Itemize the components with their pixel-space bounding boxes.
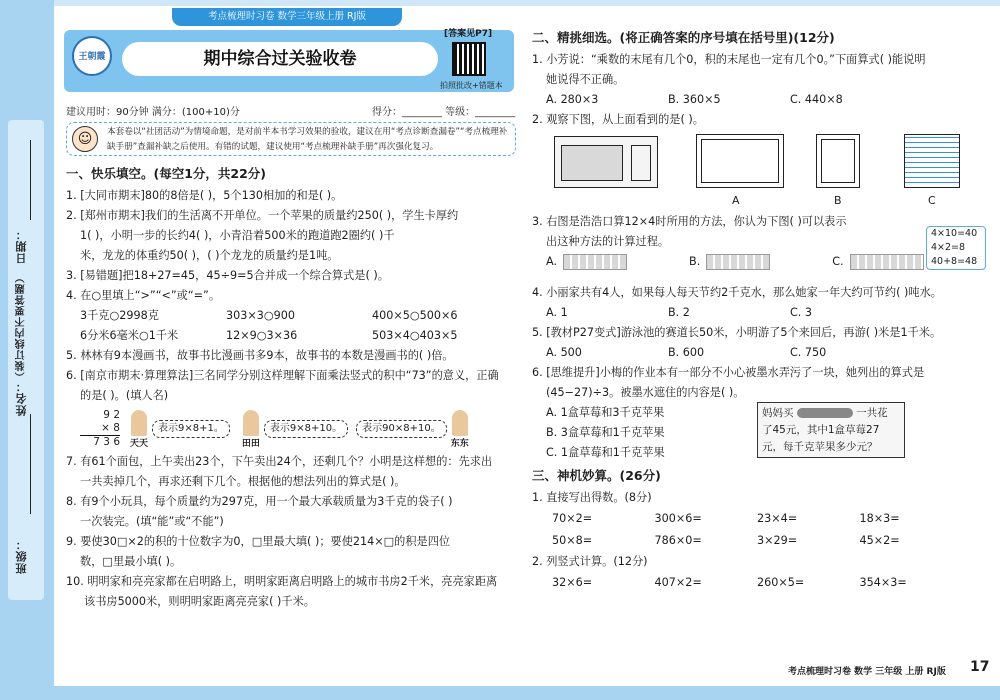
microwave-panel <box>631 145 651 181</box>
q2-3a: 3. 右图是浩浩口算12×4时所用的方法，你认为下图( )可以表示 <box>532 215 847 228</box>
mental-math-card: 4×10=40 4×2=8 40+8=48 <box>926 226 986 270</box>
q2-6a: 6. [思维提升]小梅的作业本有一部分不小心被墨水弄污了一块，她列出的算式是 <box>532 366 925 379</box>
student-tiantian2: 田田 <box>242 410 260 449</box>
score-grade-fields: 得分：________ 等级：________ <box>372 107 516 118</box>
label-c: C <box>928 194 936 207</box>
page-number: 17 <box>970 659 990 675</box>
student-tiantian: 天天 <box>130 410 148 449</box>
compare-item: 400×5○500×6 <box>372 309 458 322</box>
q2-4-options: A. 1 B. 2 C. 3 <box>546 306 813 319</box>
q1-2a: 2. [郑州市期末]我们的生活离不开单位。一个苹果的质量约250( )，学生卡厚约 <box>66 209 459 222</box>
q1-4: 4. 在○里填上“>”“<”或“=”。 <box>66 289 221 302</box>
q2-1a: 1. 小芳说：“乘数的末尾有几个0，积的末尾也一定有几个0。”下面算式( )能说明 <box>532 53 926 66</box>
ink-blot-icon <box>797 408 853 418</box>
q1-8a: 8. 有9个小玩具，每个质量约为297克，用一个最大承载质量为3千克的袋子( ) <box>66 495 453 508</box>
qr-code-icon <box>452 42 486 76</box>
q1-9b: 数，□里最小填( )。 <box>80 555 182 568</box>
compare-item: 503×4○403×5 <box>372 329 458 342</box>
option-c-figure <box>904 134 960 188</box>
date-label: 日期： <box>15 228 28 264</box>
date-line <box>30 140 31 220</box>
speech-bubble-1: 表示9×8+1。 <box>152 420 230 438</box>
q1-1: 1. [大同市期末]80的8倍是( )，5个130相加的和是( )。 <box>66 189 343 202</box>
section3 <box>532 466 962 594</box>
q2-4: 4. 小丽家共有4人，如果每人每天节约2千克水，那么她家一年大约可节约( )吨水。 <box>532 286 942 299</box>
section2-title: 二、精挑细选。(将正确答案的序号填在括号里)(12分) <box>532 30 835 45</box>
q1-6a: 6. [南京市期末·算理算法]三名同学分别这样理解下面乘法竖式的积中“73”的意义，正确 <box>66 369 499 382</box>
right-column <box>532 28 962 130</box>
q2-6-option-b: B. 3盒草莓和1千克苹果 <box>546 426 665 439</box>
child-icon <box>243 410 259 436</box>
q3-2: 2. 列竖式计算。(12分) <box>532 555 648 568</box>
q1-6-figure <box>66 406 518 452</box>
page-footer: 考点梳理时习卷 数学 三年级 上册 RJ版 <box>788 667 946 677</box>
ink-stained-note: 妈妈买 一共花 了45元，其中1盒草莓27 元，每千克苹果多少元？ <box>757 402 905 458</box>
q1-2c: 米，龙龙的体重约50( )，( )个龙龙的质量约是1吨。 <box>80 249 339 262</box>
compare-item: 12×9○3×36 <box>226 329 298 342</box>
q2-5: 5. [教材P27变式]游泳池的赛道长50米，小明游了5个来回后，再游( )米是1千米。 <box>532 326 942 339</box>
q1-8b: 一次装完。(填“能”或“不能”) <box>80 515 224 528</box>
section1-title: 一、快乐填空。(每空1分，共22分) <box>66 166 267 181</box>
q2-1b: 她说得不正确。 <box>546 73 625 86</box>
dot-array-icon <box>563 254 627 270</box>
oral-calc-row1: 70×2= 300×6= 23×4= 18×3= <box>552 512 900 525</box>
name-label: 姓名： <box>15 380 28 416</box>
publisher-logo: 王朝霞 <box>72 36 112 76</box>
q1-9a: 9. 要使30□×2的积的十位数字为0，□里最大填( )；要使214×□的积是四位 <box>66 535 451 548</box>
qr-caption: 拍照批改+错题本 <box>440 81 503 90</box>
compare-item: 6分米6毫米○1千米 <box>80 329 179 342</box>
q1-10b: 该书房5000米，则明明家距离亮亮家( )千米。 <box>84 595 315 608</box>
left-column <box>66 164 518 612</box>
teacher-avatar-icon: ☺ <box>72 126 98 152</box>
q2-3b: 出这种方法的计算过程。 <box>546 235 670 248</box>
page-title: 期中综合过关验收卷 <box>122 42 438 76</box>
q1-7a: 7. 有61个面包，上午卖出23个，下午卖出24个，还剩几个？小明是这样想的：先求出 <box>66 455 493 468</box>
speech-bubble-3: 表示90×8+10。 <box>356 420 447 438</box>
q1-5: 5. 林林有9本漫画书，故事书比漫画书多9本，故事书的本数是漫画书的( )倍。 <box>66 349 454 362</box>
compare-item: 303×3○900 <box>226 309 295 322</box>
option-a: A. 280×3 <box>546 93 599 106</box>
microwave-front-view <box>554 136 658 188</box>
q1-4-row1 <box>66 306 518 326</box>
q2-5-options: A. 500 B. 600 C. 750 <box>546 346 827 359</box>
dot-array-icon <box>706 254 770 270</box>
q2-1-options <box>532 90 912 110</box>
q1-2b: 1( )，小明一步的长约4( )，小青沿着500米的跑道跑2圈约( )千 <box>80 229 395 242</box>
binding-margin <box>0 0 54 700</box>
name-line <box>30 414 31 514</box>
q1-7b: 一共卖掉几个，再求还剩下几个。根据他的想法列出的算式是( )。 <box>80 475 406 488</box>
option-c: C. 440×8 <box>790 93 843 106</box>
q1-10a: 10. 明明家和亮亮家都在启明路上，明明家距离启明路上的城市书房2千米，亮亮家距离 <box>66 575 498 588</box>
q2-3-block <box>532 212 932 272</box>
q2-6-option-a: A. 1盒草莓和3千克苹果 <box>546 406 665 419</box>
q2-6b: (45−27)÷3。被墨水遮住的内容是( )。 <box>546 386 745 399</box>
child-icon <box>131 410 147 436</box>
label-b: B <box>834 194 842 207</box>
q1-4-row2 <box>66 326 518 346</box>
class-label: 班级： <box>15 538 28 574</box>
microwave-window <box>561 145 623 181</box>
usage-notice: 本套卷以“社团活动”为情境命题，是对前半本书学习效果的验收，建议在用“考点诊断查漏卷”“考点梳理补缺手册”查漏补缺之后使用。有错的试题，建议使用“考点梳理补缺手册”再次强化复习。 <box>66 122 516 156</box>
option-a-figure <box>696 134 784 188</box>
label-a: A <box>732 194 740 207</box>
q2-6-option-c: C. 1盒草莓和1千克苹果 <box>546 446 665 459</box>
vertical-calc-row: 32×6= 407×2= 260×5= 354×3= <box>552 576 907 589</box>
dot-array-icon <box>850 254 924 270</box>
compare-item: 3千克○2998克 <box>80 309 159 322</box>
option-b-figure <box>816 134 860 188</box>
q1-3: 3. [易错题]把18+27=45，45÷9=5合并成一个综合算式是( )。 <box>66 269 389 282</box>
binding-warning: （装订线内不要答题） <box>16 272 27 382</box>
q2-3-options: A. B. C. <box>532 252 932 272</box>
option-b: B. 360×5 <box>668 93 721 106</box>
series-banner: 考点梳理时习卷 数学三年级上册 RJ版 <box>172 8 402 26</box>
q2-2: 2. 观察下图，从上面看到的是( )。 <box>532 113 704 126</box>
oral-calc-row2: 50×8= 786×0= 3×29= 45×2= <box>552 534 900 547</box>
speech-bubble-2: 表示9×8+10。 <box>264 420 348 438</box>
answer-reference: [答案见P7] <box>444 29 493 39</box>
q3-1: 1. 直接写出得数。(8分) <box>532 491 652 504</box>
student-dongdong: 东东 <box>451 410 469 449</box>
bottom-border <box>0 686 1000 700</box>
time-score-info: 建议用时：90分钟 满分：(100+10)分 <box>66 107 240 118</box>
vertical-multiplication: 9 2 × 8 7 3 6 <box>80 409 120 449</box>
child-icon <box>452 410 468 436</box>
q1-6b: 的是( )。(填人名) <box>80 389 169 402</box>
section3-title: 三、神机妙算。(26分) <box>532 468 661 483</box>
